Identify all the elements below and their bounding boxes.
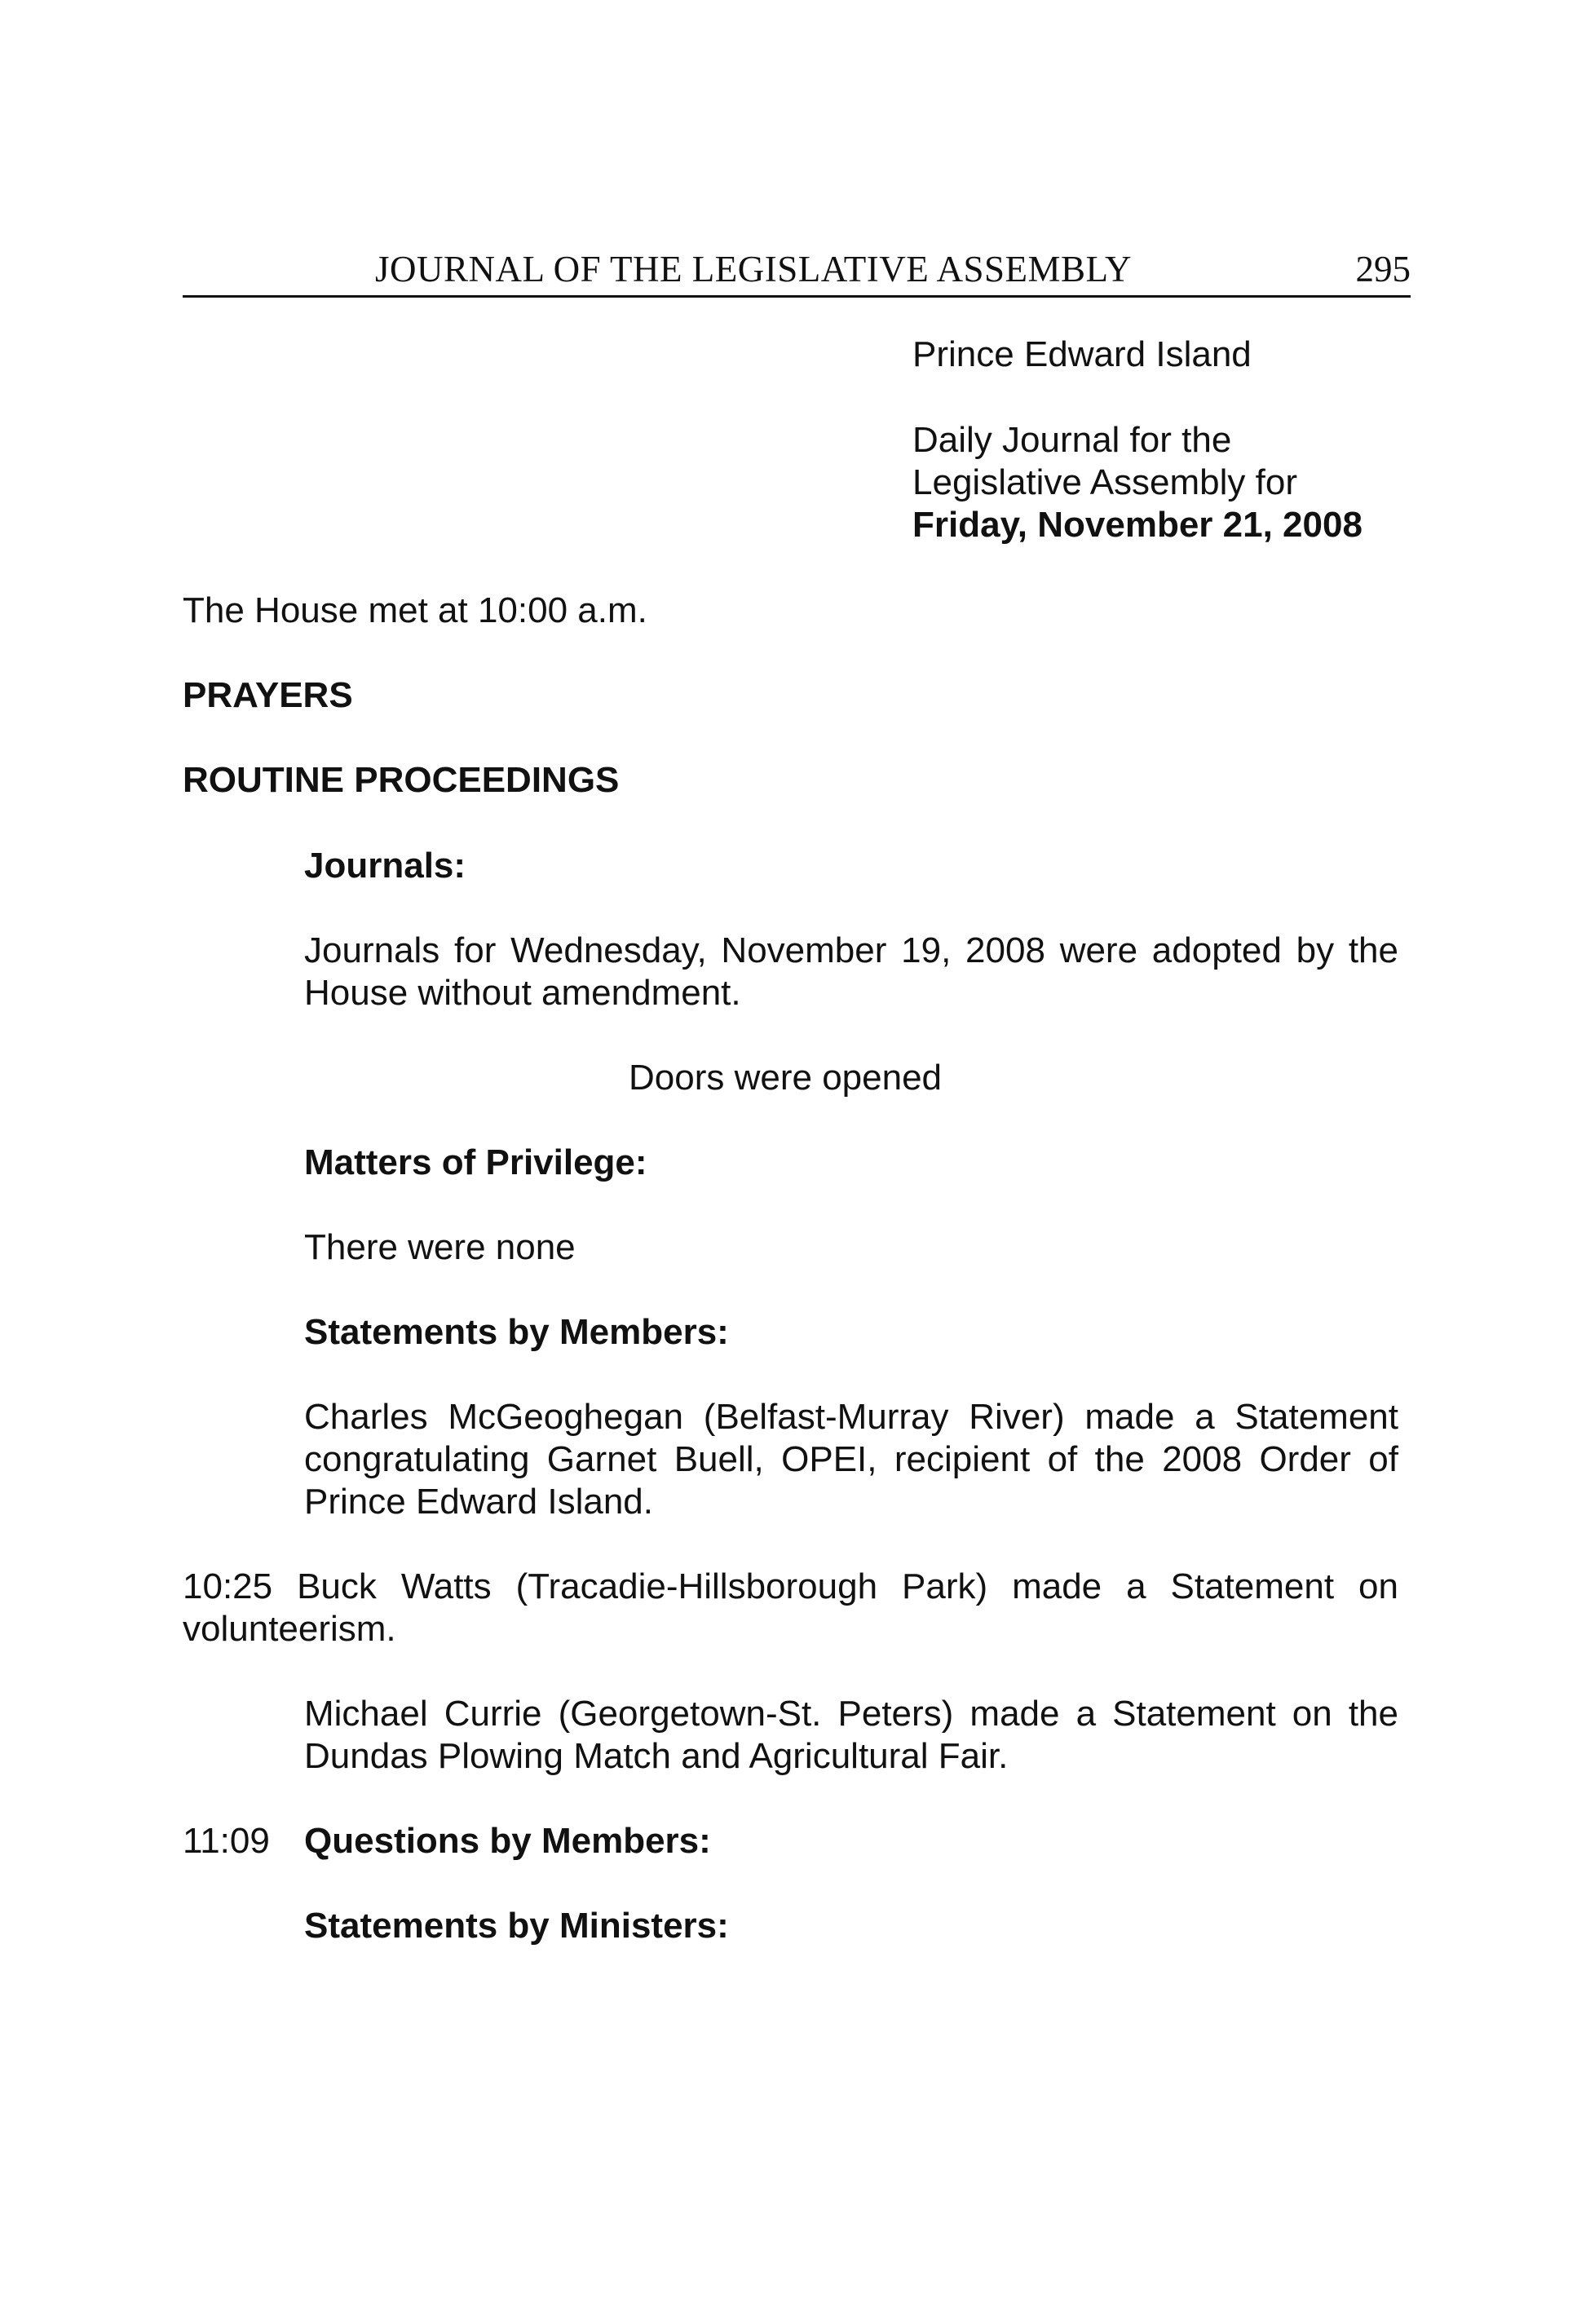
journal-date: Friday, November 21, 2008 [912,505,1363,545]
journals-heading: Journals: [304,846,466,886]
routine-proceedings-heading: ROUTINE PROCEEDINGS [183,760,620,800]
page-number: 295 [1355,249,1411,289]
privilege-heading: Matters of Privilege: [304,1142,647,1182]
journal-subtitle-line-2: Legislative Assembly for [912,462,1297,502]
running-header [183,245,1411,298]
questions-time: 11:09 [183,1821,270,1861]
member-statement-watts: 10:25 Buck Watts (Tracadie-Hillsborough Park) made a Statement on volunteerism. [183,1566,1398,1649]
statements-by-members-heading: Statements by Members: [304,1312,729,1352]
prayers-heading: PRAYERS [183,675,353,715]
doors-opened-text: Doors were opened [629,1058,943,1098]
questions-by-members-heading: Questions by Members: [304,1821,711,1861]
privilege-text: There were none [304,1227,576,1267]
member-statement-currie: Michael Currie (Georgetown-St. Peters) made a Statement on the Dundas Plowing Match and Agricultural Fair. [304,1694,1398,1776]
header-title: JOURNAL OF THE LEGISLATIVE ASSEMBLY [375,249,1133,289]
journal-subtitle-line-1: Daily Journal for the [912,420,1232,460]
journals-text: Journals for Wednesday, November 19, 2008 were adopted by the House without amendment. [304,930,1398,1013]
house-met-text: The House met at 10:00 a.m. [183,590,647,630]
statements-by-ministers-heading: Statements by Ministers: [304,1906,729,1946]
province-name: Prince Edward Island [912,334,1252,374]
member-statement-mcgeoghegan: Charles McGeoghegan (Belfast-Murray River) made a Statement congratulating Garnet Buell, OPEI, recipient of the 2008 Order of Prince Edward Island. [304,1397,1398,1522]
